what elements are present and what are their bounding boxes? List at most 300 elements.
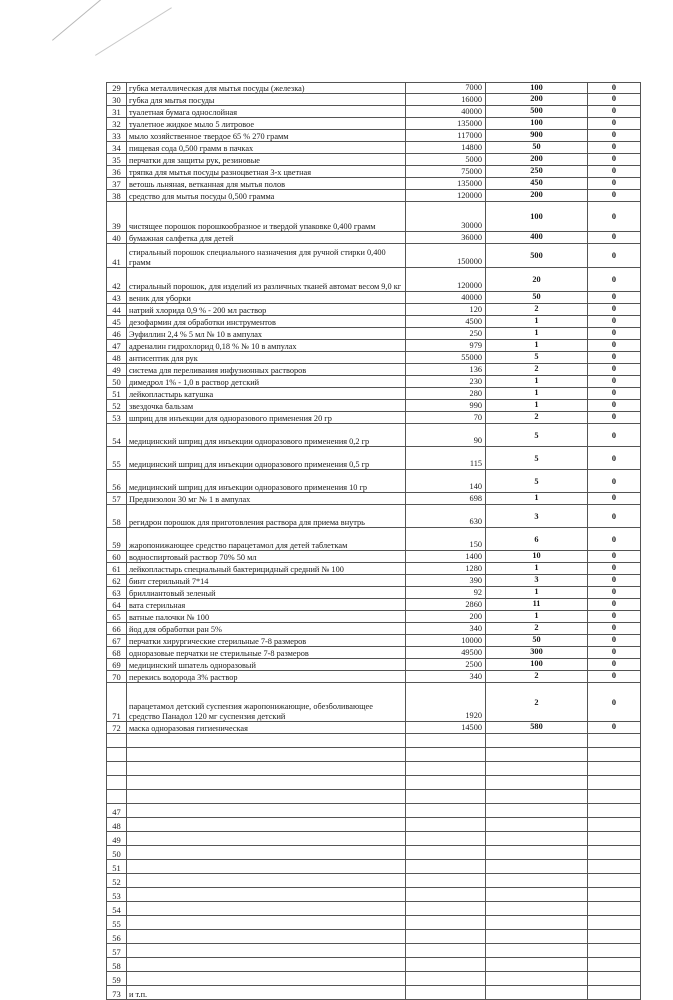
table-row — [106, 986, 641, 1000]
amount-cell — [485, 647, 587, 658]
remainder-cell — [587, 352, 641, 363]
amount-cell — [485, 328, 587, 339]
item-name-cell — [126, 818, 405, 831]
row-number-cell — [106, 304, 126, 315]
amount-cell — [485, 268, 587, 291]
quantity-cell-text: 340 — [469, 672, 482, 681]
item-name-cell-text: перчатки хирургические стерильные 7-8 размеров — [129, 636, 307, 646]
quantity-cell — [405, 244, 485, 267]
row-number-cell — [106, 986, 126, 999]
quantity-cell — [405, 804, 485, 817]
quantity-cell-text: 14500 — [461, 723, 482, 732]
row-number-cell-text: 47 — [112, 807, 121, 817]
quantity-cell — [405, 611, 485, 622]
item-name-cell — [126, 470, 405, 492]
item-name-cell — [126, 623, 405, 634]
quantity-cell — [405, 106, 485, 117]
amount-cell-text: 2 — [534, 623, 539, 632]
table-row — [106, 106, 641, 118]
amount-cell — [485, 916, 587, 929]
quantity-cell — [405, 683, 485, 721]
quantity-cell — [405, 328, 485, 339]
row-number-cell — [106, 424, 126, 446]
item-name-cell-text: лейкопластырь специальный бактерицидный средний № 100 — [129, 564, 344, 574]
amount-cell — [485, 790, 587, 803]
remainder-cell — [587, 874, 641, 887]
amount-cell — [485, 722, 587, 733]
item-name-cell — [126, 106, 405, 117]
amount-cell — [485, 388, 587, 399]
row-number-cell-text: 49 — [112, 835, 121, 845]
inventory-table — [106, 82, 641, 999]
quantity-cell — [405, 232, 485, 243]
quantity-cell-text: 49500 — [461, 648, 482, 657]
amount-cell-text: 5 — [534, 352, 539, 361]
remainder-cell — [587, 659, 641, 670]
item-name-cell — [126, 244, 405, 267]
quantity-cell — [405, 352, 485, 363]
remainder-cell — [587, 412, 641, 423]
item-name-cell-text: бумажная салфетка для детей — [129, 233, 234, 243]
amount-cell-text: 5 — [534, 477, 539, 486]
quantity-cell — [405, 635, 485, 646]
item-name-cell — [126, 846, 405, 859]
remainder-cell — [587, 734, 641, 747]
table-row — [106, 190, 641, 202]
table-row — [106, 364, 641, 376]
amount-cell — [485, 340, 587, 351]
row-number-cell-text: 65 — [112, 612, 121, 622]
row-number-cell — [106, 166, 126, 177]
table-row — [106, 166, 641, 178]
quantity-cell-text: 120000 — [457, 281, 482, 290]
remainder-cell-text: 0 — [611, 178, 617, 187]
row-number-cell-text: 73 — [112, 989, 121, 999]
remainder-cell — [587, 178, 641, 189]
row-number-cell-text: 70 — [112, 672, 121, 682]
row-number-cell — [106, 860, 126, 873]
item-name-cell — [126, 340, 405, 351]
row-number-cell — [106, 683, 126, 721]
remainder-cell-text: 0 — [611, 118, 617, 127]
amount-cell-text: 1 — [534, 340, 539, 349]
table-row — [106, 328, 641, 340]
quantity-cell — [405, 623, 485, 634]
table-row — [106, 316, 641, 328]
item-name-cell-text: регидрон порошок для приготовления раствора для приема внутрь — [129, 517, 365, 527]
amount-cell — [485, 142, 587, 153]
remainder-cell-text: 0 — [611, 292, 617, 301]
row-number-cell — [106, 647, 126, 658]
item-name-cell — [126, 972, 405, 985]
table-row — [106, 412, 641, 424]
row-number-cell-text: 41 — [112, 257, 121, 267]
quantity-cell — [405, 528, 485, 550]
row-number-cell-text: 44 — [112, 305, 121, 315]
quantity-cell — [405, 130, 485, 141]
item-name-cell — [126, 671, 405, 682]
amount-cell — [485, 635, 587, 646]
remainder-cell-text: 0 — [611, 551, 617, 560]
amount-cell — [485, 202, 587, 231]
amount-cell — [485, 902, 587, 915]
remainder-cell — [587, 902, 641, 915]
quantity-cell — [405, 832, 485, 845]
item-name-cell-text: веник для уборки — [129, 293, 191, 303]
row-number-cell — [106, 142, 126, 153]
amount-cell — [485, 930, 587, 943]
amount-cell — [485, 551, 587, 562]
amount-cell — [485, 470, 587, 492]
table-row — [106, 268, 641, 292]
remainder-cell-text: 0 — [611, 563, 617, 572]
remainder-cell — [587, 958, 641, 971]
quantity-cell — [405, 972, 485, 985]
remainder-cell-text: 0 — [611, 575, 617, 584]
row-number-cell — [106, 587, 126, 598]
row-number-cell-text: 51 — [112, 863, 121, 873]
amount-cell — [485, 734, 587, 747]
amount-cell — [485, 762, 587, 775]
item-name-cell-text: перекись водорода 3% раствор — [129, 672, 238, 682]
amount-cell — [485, 818, 587, 831]
amount-cell-text: 1 — [534, 388, 539, 397]
item-name-cell — [126, 762, 405, 775]
quantity-cell-text: 7000 — [465, 83, 482, 92]
item-name-cell-text: дезофармин для обработки инструментов — [129, 317, 276, 327]
row-number-cell-text: 40 — [112, 233, 121, 243]
quantity-cell-text: 40000 — [461, 293, 482, 302]
amount-cell-text: 400 — [530, 232, 543, 241]
amount-cell — [485, 364, 587, 375]
item-name-cell-text: антисептик для рук — [129, 353, 198, 363]
item-name-cell-text: адреналин гидрохлорид 0,18 % № 10 в ампулах — [129, 341, 297, 351]
row-number-cell — [106, 154, 126, 165]
table-row — [106, 683, 641, 722]
amount-cell-text: 6 — [534, 535, 539, 544]
row-number-cell-text: 53 — [112, 891, 121, 901]
quantity-cell — [405, 958, 485, 971]
amount-cell — [485, 528, 587, 550]
quantity-cell — [405, 470, 485, 492]
amount-cell — [485, 671, 587, 682]
amount-cell-text: 500 — [530, 106, 543, 115]
item-name-cell — [126, 352, 405, 363]
item-name-cell — [126, 328, 405, 339]
table-row — [106, 776, 641, 790]
amount-cell — [485, 986, 587, 999]
item-name-cell — [126, 832, 405, 845]
table-row — [106, 232, 641, 244]
item-name-cell-text: маска одноразовая гигиеническая — [129, 723, 248, 733]
table-row — [106, 930, 641, 944]
remainder-cell-text: 0 — [611, 635, 617, 644]
quantity-cell — [405, 190, 485, 201]
row-number-cell — [106, 376, 126, 387]
row-number-cell — [106, 364, 126, 375]
amount-cell — [485, 846, 587, 859]
quantity-cell-text: 1400 — [465, 552, 482, 561]
item-name-cell-text: туалетная бумага однослойная — [129, 107, 238, 117]
quantity-cell — [405, 268, 485, 291]
table-row — [106, 972, 641, 986]
quantity-cell-text: 630 — [469, 517, 482, 526]
remainder-cell-text: 0 — [611, 454, 617, 463]
amount-cell — [485, 776, 587, 789]
item-name-cell-text: пищевая сода 0,500 грамм в пачках — [129, 143, 254, 153]
row-number-cell — [106, 470, 126, 492]
amount-cell — [485, 874, 587, 887]
row-number-cell-text: 59 — [112, 540, 121, 550]
item-name-cell-text: мыло хозяйственное твердое 65 % 270 грамм — [129, 131, 289, 141]
amount-cell-text: 3 — [534, 575, 539, 584]
quantity-cell-text: 200 — [469, 612, 482, 621]
quantity-cell — [405, 599, 485, 610]
row-number-cell-text: 52 — [112, 401, 121, 411]
row-number-cell — [106, 493, 126, 504]
amount-cell — [485, 400, 587, 411]
remainder-cell — [587, 292, 641, 303]
amount-cell-text: 20 — [532, 275, 541, 284]
remainder-cell-text: 0 — [611, 587, 617, 596]
quantity-cell — [405, 930, 485, 943]
quantity-cell — [405, 447, 485, 469]
item-name-cell — [126, 587, 405, 598]
quantity-cell — [405, 178, 485, 189]
remainder-cell — [587, 244, 641, 267]
remainder-cell-text: 0 — [611, 376, 617, 385]
item-name-cell-text: водноспиртовый раствор 70% 50 мл — [129, 552, 257, 562]
table-row — [106, 82, 641, 94]
amount-cell-text: 5 — [534, 454, 539, 463]
row-number-cell — [106, 563, 126, 574]
quantity-cell — [405, 790, 485, 803]
row-number-cell-text: 54 — [112, 905, 121, 915]
remainder-cell — [587, 551, 641, 562]
remainder-cell — [587, 118, 641, 129]
item-name-cell-text: ветошь льняная, ветканная для мытья полов — [129, 179, 286, 189]
quantity-cell — [405, 340, 485, 351]
remainder-cell — [587, 232, 641, 243]
remainder-cell — [587, 563, 641, 574]
row-number-cell — [106, 328, 126, 339]
item-name-cell — [126, 776, 405, 789]
remainder-cell-text: 0 — [611, 166, 617, 175]
item-name-cell-text: йод для обработки ран 5% — [129, 624, 222, 634]
amount-cell-text: 100 — [530, 212, 543, 221]
quantity-cell-text: 70 — [473, 413, 482, 422]
remainder-cell — [587, 376, 641, 387]
quantity-cell — [405, 83, 485, 93]
item-name-cell — [126, 166, 405, 177]
table-row — [106, 804, 641, 818]
amount-cell-text: 2 — [534, 671, 539, 680]
row-number-cell — [106, 888, 126, 901]
item-name-cell — [126, 888, 405, 901]
row-number-cell — [106, 412, 126, 423]
table-row — [106, 493, 641, 505]
row-number-cell-text: 52 — [112, 877, 121, 887]
amount-cell-text: 450 — [530, 178, 543, 187]
quantity-cell-text: 136 — [469, 365, 482, 374]
item-name-cell-text: одноразовые перчатки не стерильные 7-8 размеров — [129, 648, 309, 658]
quantity-cell — [405, 671, 485, 682]
table-row — [106, 659, 641, 671]
quantity-cell-text: 150 — [469, 540, 482, 549]
amount-cell-text: 200 — [530, 154, 543, 163]
remainder-cell-text: 0 — [611, 106, 617, 115]
amount-cell-text: 2 — [534, 698, 539, 707]
remainder-cell — [587, 972, 641, 985]
remainder-cell — [587, 83, 641, 93]
remainder-cell-text: 0 — [611, 647, 617, 656]
quantity-cell — [405, 846, 485, 859]
item-name-cell — [126, 154, 405, 165]
remainder-cell — [587, 930, 641, 943]
amount-cell-text: 1 — [534, 611, 539, 620]
amount-cell — [485, 154, 587, 165]
row-number-cell — [106, 916, 126, 929]
table-row — [106, 902, 641, 916]
remainder-cell-text: 0 — [611, 190, 617, 199]
remainder-cell — [587, 683, 641, 721]
table-row — [106, 178, 641, 190]
table-row — [106, 130, 641, 142]
row-number-cell-text: 55 — [112, 919, 121, 929]
row-number-cell-text: 37 — [112, 179, 121, 189]
row-number-cell-text: 64 — [112, 600, 121, 610]
table-row — [106, 611, 641, 623]
amount-cell — [485, 94, 587, 105]
remainder-cell-text: 0 — [611, 212, 617, 221]
table-row — [106, 790, 641, 804]
item-name-cell-text: тряпка для мытья посуды разноцветная 3-х цветная — [129, 167, 312, 177]
quantity-cell-text: 140 — [469, 482, 482, 491]
row-number-cell-text: 58 — [112, 961, 121, 971]
row-number-cell — [106, 575, 126, 586]
remainder-cell — [587, 748, 641, 761]
table-row — [106, 722, 641, 734]
row-number-cell — [106, 340, 126, 351]
item-name-cell — [126, 412, 405, 423]
item-name-cell — [126, 902, 405, 915]
remainder-cell — [587, 599, 641, 610]
remainder-cell — [587, 268, 641, 291]
remainder-cell-text: 0 — [611, 535, 617, 544]
item-name-cell-text: и т.п. — [129, 989, 148, 999]
amount-cell — [485, 316, 587, 327]
remainder-cell — [587, 762, 641, 775]
row-number-cell-text: 67 — [112, 636, 121, 646]
item-name-cell — [126, 734, 405, 747]
remainder-cell — [587, 944, 641, 957]
amount-cell — [485, 376, 587, 387]
item-name-cell — [126, 94, 405, 105]
quantity-cell — [405, 818, 485, 831]
amount-cell — [485, 944, 587, 957]
item-name-cell — [126, 551, 405, 562]
table-row — [106, 874, 641, 888]
quantity-cell-text: 390 — [469, 576, 482, 585]
quantity-cell — [405, 734, 485, 747]
table-row — [106, 505, 641, 528]
amount-cell — [485, 832, 587, 845]
table-row — [106, 958, 641, 972]
item-name-cell — [126, 364, 405, 375]
quantity-cell — [405, 493, 485, 504]
item-name-cell — [126, 748, 405, 761]
row-number-cell — [106, 776, 126, 789]
table-row — [106, 888, 641, 902]
item-name-cell — [126, 790, 405, 803]
row-number-cell — [106, 551, 126, 562]
scan-artifact-line — [95, 7, 172, 56]
quantity-cell — [405, 575, 485, 586]
row-number-cell-text: 58 — [112, 517, 121, 527]
row-number-cell — [106, 130, 126, 141]
amount-cell-text: 11 — [532, 599, 541, 608]
row-number-cell-text: 32 — [112, 119, 121, 129]
quantity-cell-text: 135000 — [457, 179, 482, 188]
table-row — [106, 762, 641, 776]
quantity-cell-text: 5000 — [465, 155, 482, 164]
remainder-cell — [587, 623, 641, 634]
remainder-cell — [587, 130, 641, 141]
row-number-cell-text: 42 — [112, 281, 121, 291]
row-number-cell — [106, 846, 126, 859]
remainder-cell-text: 0 — [611, 623, 617, 632]
row-number-cell — [106, 83, 126, 93]
row-number-cell-text: 50 — [112, 377, 121, 387]
quantity-cell-text: 1920 — [465, 711, 482, 720]
row-number-cell — [106, 832, 126, 845]
row-number-cell-text: 61 — [112, 564, 121, 574]
amount-cell — [485, 804, 587, 817]
item-name-cell — [126, 505, 405, 527]
quantity-cell — [405, 202, 485, 231]
table-row — [106, 944, 641, 958]
row-number-cell-text: 66 — [112, 624, 121, 634]
item-name-cell — [126, 874, 405, 887]
item-name-cell — [126, 304, 405, 315]
amount-cell — [485, 352, 587, 363]
row-number-cell-text: 69 — [112, 660, 121, 670]
remainder-cell-text: 0 — [611, 493, 617, 502]
amount-cell — [485, 587, 587, 598]
amount-cell — [485, 118, 587, 129]
amount-cell — [485, 563, 587, 574]
row-number-cell-text: 55 — [112, 459, 121, 469]
amount-cell-text: 5 — [534, 431, 539, 440]
row-number-cell — [106, 292, 126, 303]
table-row — [106, 748, 641, 762]
remainder-cell — [587, 142, 641, 153]
remainder-cell — [587, 776, 641, 789]
remainder-cell — [587, 804, 641, 817]
row-number-cell-text: 48 — [112, 353, 121, 363]
quantity-cell — [405, 388, 485, 399]
item-name-cell — [126, 178, 405, 189]
remainder-cell-text: 0 — [611, 477, 617, 486]
row-number-cell — [106, 762, 126, 775]
row-number-cell-text: 38 — [112, 191, 121, 201]
remainder-cell — [587, 447, 641, 469]
amount-cell — [485, 659, 587, 670]
row-number-cell — [106, 790, 126, 803]
row-number-cell — [106, 930, 126, 943]
item-name-cell — [126, 930, 405, 943]
amount-cell-text: 50 — [532, 292, 541, 301]
